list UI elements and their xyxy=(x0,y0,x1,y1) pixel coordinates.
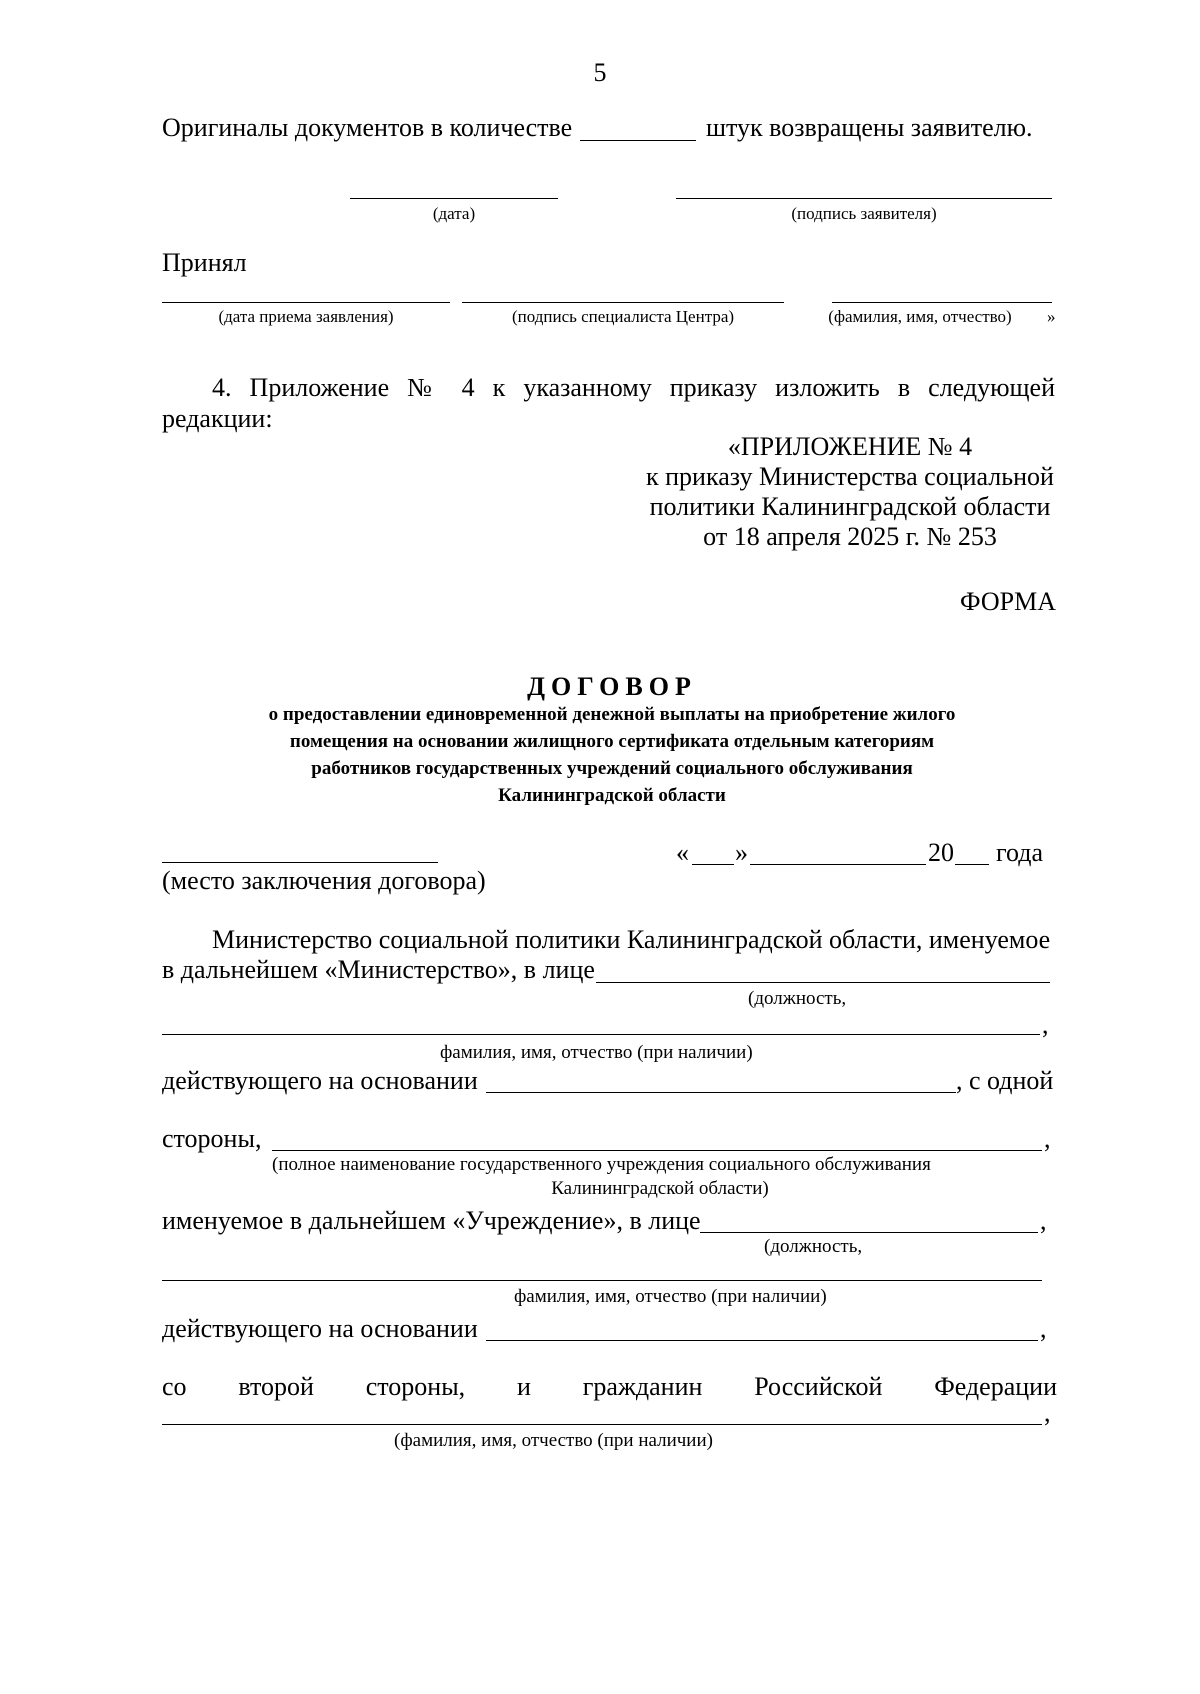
date-open-quote: « xyxy=(676,838,689,867)
appendix-line3: политики Калининградской области xyxy=(649,492,1051,521)
fio-caption-1: фамилия, имя, отчество (при наличии) xyxy=(440,1042,753,1063)
accepted-date-blank xyxy=(162,302,450,303)
acting-basis-comma-2: , xyxy=(1040,1314,1047,1343)
institution-representative-blank xyxy=(700,1232,1038,1233)
item4-line1: 4. Приложение № 4 к указанному приказу изложить в следующей xyxy=(212,373,1055,402)
applicant-date-blank xyxy=(350,198,558,199)
originals-suffix: штук возвращены заявителю. xyxy=(706,113,1033,142)
originals-count-blank xyxy=(580,140,696,141)
ministry-representative-blank xyxy=(596,982,1050,983)
contract-subtitle-line4: Калининградской области xyxy=(498,785,726,806)
contract-subtitle-line1: о предоставлении единовременной денежной выплаты на приобретение жилого xyxy=(268,704,956,725)
second-side-word: стороны, xyxy=(365,1372,466,1401)
second-side-word: второй xyxy=(238,1372,314,1401)
second-side-word: и xyxy=(517,1372,531,1401)
position-caption-2: (должность, xyxy=(764,1236,863,1257)
date-year-suffix: года xyxy=(996,838,1044,867)
accepted-signature-blank xyxy=(462,302,784,303)
applicant-signature-caption: (подпись заявителя) xyxy=(791,204,937,223)
second-side-word: Российской xyxy=(754,1372,883,1401)
date-month-blank xyxy=(750,864,926,865)
sides-label: стороны, xyxy=(162,1124,262,1153)
ministry-fio-comma: , xyxy=(1042,1010,1049,1039)
institution-name-blank xyxy=(272,1150,1042,1151)
appendix-line4: от 18 апреля 2025 г. № 253 xyxy=(703,522,997,551)
accepted-name-blank xyxy=(832,302,1052,303)
position-caption-1: (должность, xyxy=(748,988,847,1009)
applicant-date-caption: (дата) xyxy=(432,204,476,223)
institution-representative-comma: , xyxy=(1040,1206,1047,1235)
date-year-blank xyxy=(955,864,989,865)
appendix-line1: «ПРИЛОЖЕНИЕ № 4 xyxy=(727,432,973,461)
date-year-prefix: 20 xyxy=(928,838,954,867)
forma-label: ФОРМА xyxy=(960,587,1056,616)
fio-caption-3: (фамилия, имя, отчество (при наличии) xyxy=(394,1430,713,1451)
date-close-quote: » xyxy=(735,838,748,867)
second-side-word: гражданин xyxy=(582,1372,703,1401)
accepted-date-caption: (дата приема заявления) xyxy=(218,307,394,326)
acting-label-1: действующего на основании xyxy=(162,1066,478,1095)
ministry-line2: в дальнейшем «Министерство», в лице xyxy=(162,955,595,984)
fio-caption-2: фамилия, имя, отчество (при наличии) xyxy=(514,1286,827,1307)
institution-caption-line1: (полное наименование государственного учреждения социального обслуживания xyxy=(272,1154,931,1175)
accepted-name-caption: (фамилия, имя, отчество) xyxy=(828,307,1012,326)
place-caption: (место заключения договора) xyxy=(162,866,486,895)
second-side-line xyxy=(162,1372,1057,1402)
ministry-fio-blank xyxy=(162,1034,1040,1035)
acting-label-2: действующего на основании xyxy=(162,1314,478,1343)
acting-basis-blank-2 xyxy=(486,1340,1038,1341)
citizen-fio-blank xyxy=(162,1424,1042,1425)
institution-line: именуемое в дальнейшем «Учреждение», в лице xyxy=(162,1206,701,1235)
date-day-blank xyxy=(692,864,734,865)
accepted-label: Принял xyxy=(162,248,247,277)
citizen-fio-comma: , xyxy=(1044,1398,1051,1427)
institution-caption-line2: Калининградской области) xyxy=(551,1178,769,1199)
contract-subtitle-line3: работников государственных учреждений социального обслуживания xyxy=(311,758,913,779)
second-side-word: Федерации xyxy=(934,1372,1057,1401)
originals-prefix: Оригиналы документов в количестве xyxy=(162,113,573,142)
institution-fio-blank xyxy=(162,1280,1042,1281)
item4-line2: редакции: xyxy=(162,404,273,433)
contract-title: ДОГОВОР xyxy=(527,672,697,701)
acting-suffix-1: , с одной xyxy=(956,1066,1054,1095)
page-number: 5 xyxy=(593,58,607,87)
applicant-signature-blank xyxy=(676,198,1052,199)
contract-subtitle-line2: помещения на основании жилищного сертификата отдельным категориям xyxy=(289,731,935,752)
accepted-close-quote: » xyxy=(1047,307,1056,326)
institution-name-comma: , xyxy=(1044,1124,1051,1153)
acting-basis-blank-1 xyxy=(486,1092,956,1093)
place-blank xyxy=(162,862,438,863)
ministry-line1: Министерство социальной политики Калининградской области, именуемое xyxy=(212,925,1051,954)
accepted-signature-caption: (подпись специалиста Центра) xyxy=(511,307,735,326)
second-side-word: со xyxy=(162,1372,187,1401)
appendix-line2: к приказу Министерства социальной xyxy=(646,462,1054,491)
